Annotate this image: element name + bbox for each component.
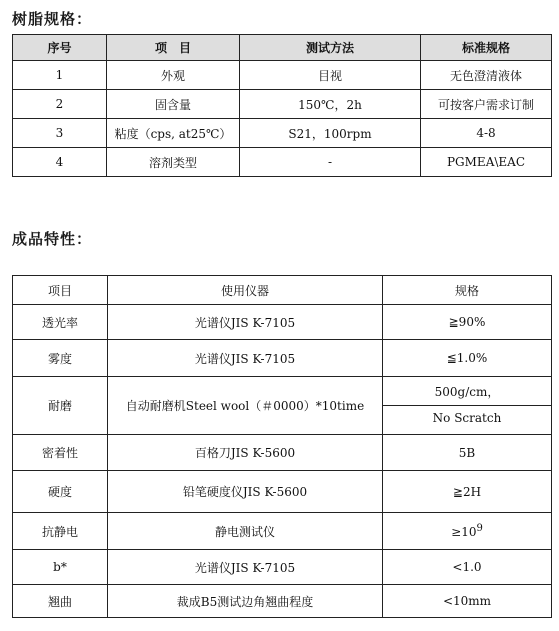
header-spec: 规格	[383, 276, 552, 305]
table-row	[13, 148, 552, 177]
table-row	[13, 471, 552, 513]
table-row	[13, 340, 552, 377]
table-row	[13, 305, 552, 340]
cell-instrument: 裁成B5测试边角翘曲程度	[108, 585, 383, 618]
cell-item: 雾度	[13, 340, 108, 377]
cell-item: 密着性	[13, 435, 108, 471]
table-row	[13, 61, 552, 90]
cell-spec: 5B	[383, 435, 552, 471]
cell-instrument: 光谱仪JIS K-7105	[108, 305, 383, 340]
spec-exponent: 9	[476, 523, 483, 534]
cell-spec: 可按客户需求订制	[421, 90, 552, 119]
cell-instrument: 光谱仪JIS K-7105	[108, 550, 383, 585]
cell-spec: <1.0	[383, 550, 552, 585]
cell-spec: 4-8	[421, 119, 552, 148]
cell-spec	[383, 513, 552, 550]
table-row	[13, 513, 552, 550]
product-properties-table	[12, 275, 552, 618]
header-item: 项 目	[107, 35, 240, 61]
cell-spec: ≦1.0%	[383, 340, 552, 377]
table-row	[13, 119, 552, 148]
resin-spec-title: 树脂规格：	[12, 10, 93, 28]
cell-index: 4	[13, 148, 107, 177]
spec-result: No Scratch	[432, 411, 502, 425]
cell-spec: ≧90%	[383, 305, 552, 340]
cell-spec: PGMEA\EAC	[421, 148, 552, 177]
cell-item: 固含量	[107, 90, 240, 119]
cell-index: 1	[13, 61, 107, 90]
header-standard-spec: 标准规格	[421, 35, 552, 61]
table-row	[13, 435, 552, 471]
cell-item: b*	[13, 550, 108, 585]
resin-spec-table	[12, 34, 552, 177]
spec-base: ≥10	[451, 525, 477, 539]
cell-item: 溶剂类型	[107, 148, 240, 177]
table-header-row	[13, 276, 552, 305]
cell-method: 目视	[240, 61, 421, 90]
cell-method: -	[240, 148, 421, 177]
cell-instrument: 自动耐磨机Steel wool（＃0000）*10time	[108, 377, 383, 435]
cell-instrument: 铅笔硬度仪JIS K-5600	[108, 471, 383, 513]
table-row	[13, 585, 552, 618]
spec-load: 500g/cm，	[434, 385, 500, 399]
cell-method: S21，100rpm	[240, 119, 421, 148]
cell-item: 抗静电	[13, 513, 108, 550]
cell-spec: 无色澄清液体	[421, 61, 552, 90]
cell-item: 外观	[107, 61, 240, 90]
product-properties-title: 成品特性：	[12, 230, 93, 248]
cell-instrument: 百格刀JIS K-5600	[108, 435, 383, 471]
header-test-method: 测试方法	[240, 35, 421, 61]
header-index: 序号	[13, 35, 107, 61]
cell-index: 2	[13, 90, 107, 119]
table-row	[13, 90, 552, 119]
table-row	[13, 550, 552, 585]
cell-instrument: 光谱仪JIS K-7105	[108, 340, 383, 377]
cell-item: 透光率	[13, 305, 108, 340]
header-item: 项目	[13, 276, 108, 305]
cell-item: 硬度	[13, 471, 108, 513]
cell-item: 粘度（cps, at25℃）	[107, 119, 240, 148]
cell-index: 3	[13, 119, 107, 148]
table-row	[13, 377, 552, 435]
header-instrument: 使用仪器	[108, 276, 383, 305]
table-header-row	[13, 35, 552, 61]
cell-spec-split	[383, 377, 552, 435]
cell-item: 翘曲	[13, 585, 108, 618]
cell-item: 耐磨	[13, 377, 108, 435]
cell-method: 150℃，2h	[240, 90, 421, 119]
cell-spec: <10mm	[383, 585, 552, 618]
cell-instrument: 静电测试仪	[108, 513, 383, 550]
cell-spec: ≧2H	[383, 471, 552, 513]
